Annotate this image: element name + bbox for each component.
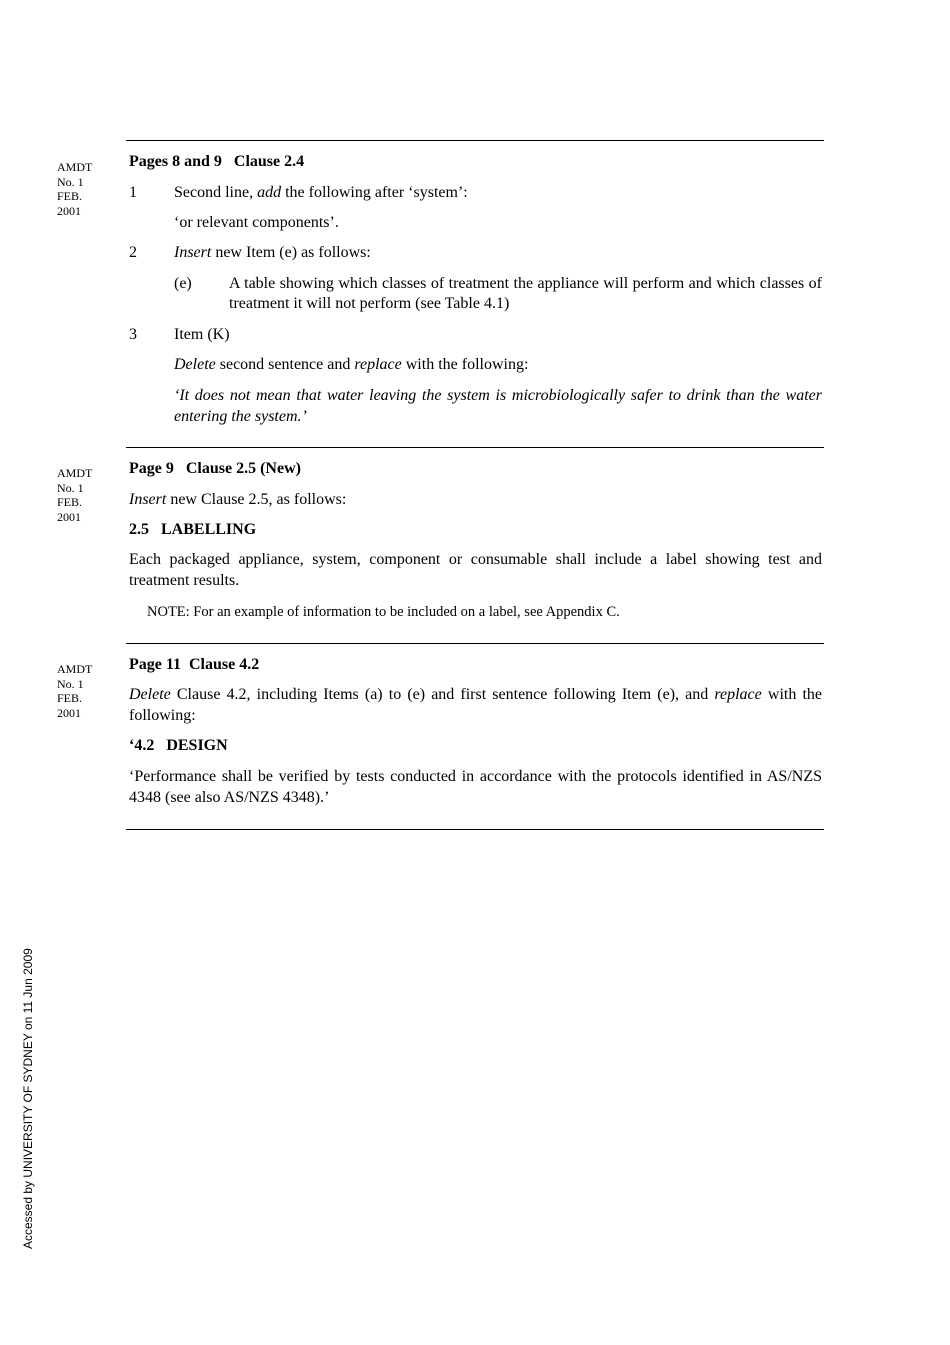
- section-heading: Page 11 Clause 4.2: [129, 656, 260, 673]
- amendment-note: [57, 662, 117, 720]
- item-text-emphasis: Insert: [129, 491, 167, 508]
- amendment-note-line: No. 1: [57, 174, 84, 189]
- amendment-note-line: AMDT: [57, 662, 93, 676]
- item-number: 1: [129, 184, 137, 201]
- clause-heading: 2.5 LABELLING: [129, 521, 257, 538]
- section-divider: [126, 643, 824, 644]
- section-divider: [126, 829, 824, 830]
- instruction-text: [174, 354, 822, 375]
- item-text: [174, 182, 822, 203]
- instruction-text: [129, 489, 822, 510]
- item-text-part: with the following:: [401, 356, 529, 373]
- section-heading: Pages 8 and 9 Clause 2.4: [129, 153, 305, 170]
- item-text: [174, 242, 822, 263]
- note-text: NOTE: For an example of information to be included on a label, see Appendix C.: [147, 604, 620, 620]
- amendment-note-line: 2001: [57, 203, 81, 218]
- item-text-part: second sentence and: [215, 356, 355, 373]
- section-heading: Page 9 Clause 2.5 (New): [129, 460, 301, 477]
- instruction-text: [129, 684, 822, 726]
- quoted-text: ‘It does not mean that water leaving the system is microbiologically safer to drink than the water entering the system.’: [174, 387, 822, 425]
- item-text-emphasis: add: [257, 184, 282, 201]
- quoted-text: ‘or relevant components’.: [174, 214, 339, 231]
- item-number: 3: [129, 326, 137, 343]
- item-text-part: new Clause 2.5, as follows:: [166, 491, 347, 508]
- clause-paragraph: ‘Performance shall be verified by tests conducted in accordance with the protocols identified in AS/NZS 4348 (see also AS/NZS 4348).’: [129, 768, 822, 806]
- item-text-emphasis: replace: [354, 356, 402, 373]
- amendment-note-line: 2001: [57, 705, 81, 720]
- clause-heading: ‘4.2 DESIGN: [129, 737, 228, 754]
- amendment-note: [57, 160, 117, 218]
- amendment-note-line: FEB.: [57, 495, 83, 509]
- amendment-note-line: AMDT: [57, 160, 93, 174]
- item-number: 2: [129, 244, 137, 261]
- item-text-emphasis: Insert: [174, 244, 212, 261]
- item-text: Item (K): [174, 326, 230, 343]
- item-text-part: the following after ‘system’:: [281, 184, 468, 201]
- amendment-note-line: No. 1: [57, 676, 84, 691]
- item-text-emphasis: replace: [714, 686, 762, 703]
- item-text-part: new Item (e) as follows:: [211, 244, 371, 261]
- amendment-note-line: FEB.: [57, 691, 83, 705]
- amendment-note: [57, 466, 117, 524]
- amendment-note-line: AMDT: [57, 466, 93, 480]
- access-watermark: Accessed by UNIVERSITY OF SYDNEY on 11 Jun 2009: [21, 948, 35, 1249]
- item-text-emphasis: Delete: [129, 686, 171, 703]
- section-divider: [126, 140, 824, 141]
- item-text-emphasis: Delete: [174, 356, 216, 373]
- sub-item-text: A table showing which classes of treatment the appliance will perform and which classes of treatment it will not perform (see Table 4.1): [229, 275, 822, 312]
- amendment-note-line: 2001: [57, 509, 81, 524]
- sub-item-label: (e): [174, 275, 192, 292]
- item-text-part: with the following:: [129, 686, 822, 724]
- item-text-part: Clause 4.2, including Items (a) to (e) and first sentence following Item (e), and: [170, 686, 715, 703]
- clause-paragraph: Each packaged appliance, system, component or consumable shall include a label showing test and treatment results.: [129, 551, 822, 589]
- amendment-note-line: FEB.: [57, 189, 83, 203]
- section-divider: [126, 447, 824, 448]
- item-text-part: Second line,: [174, 184, 258, 201]
- amendment-note-line: No. 1: [57, 480, 84, 495]
